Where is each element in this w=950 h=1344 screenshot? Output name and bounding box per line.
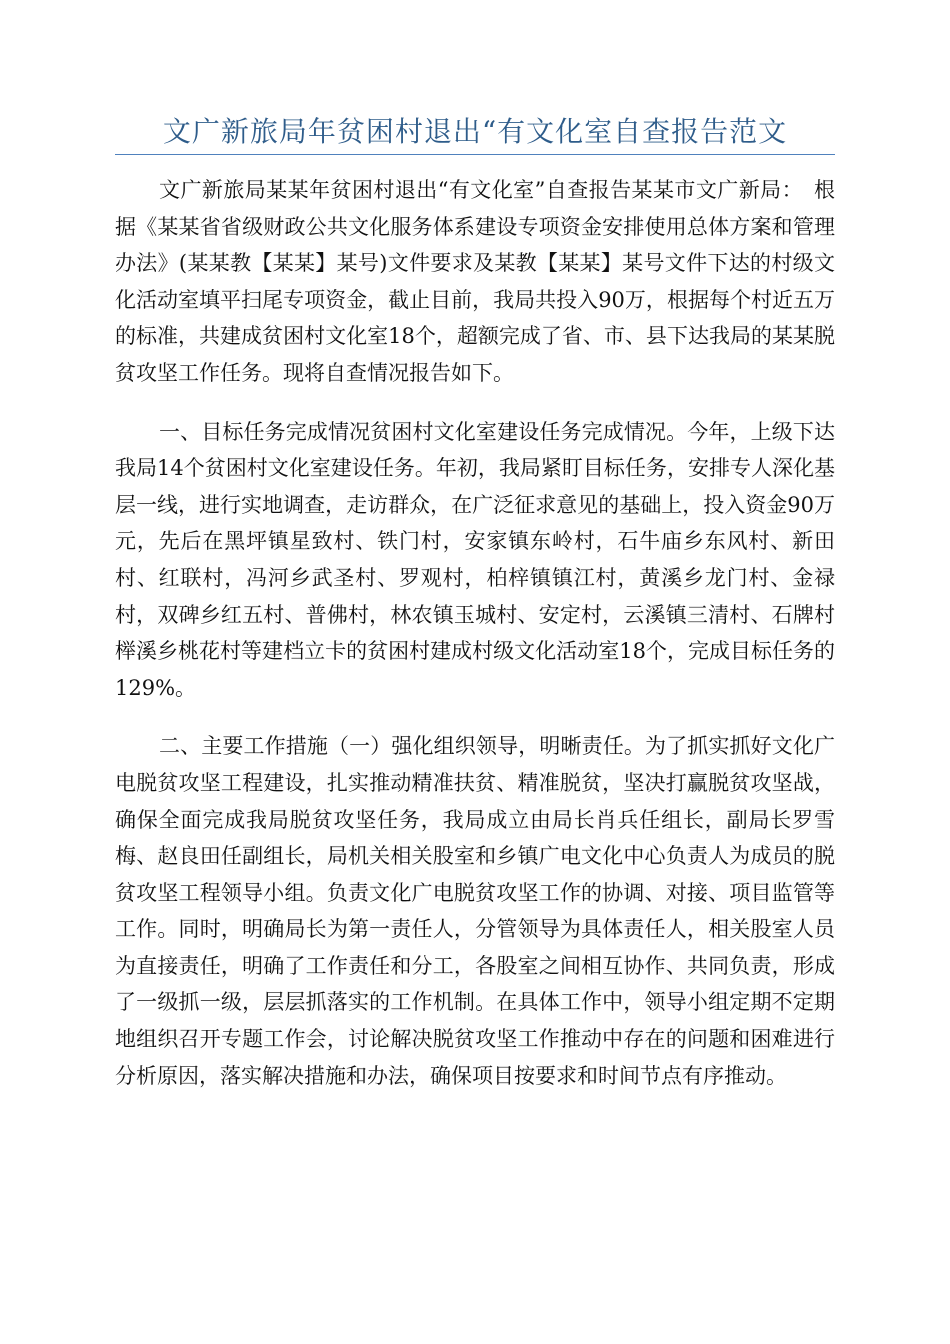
document-body [115, 172, 835, 1116]
title-underline [115, 154, 835, 155]
paragraph-section-2: 二、主要工作措施（一）强化组织领导，明晰责任。为了抓实抓好文化广电脱贫攻坚工程建设，扎实推动精准扶贫、精准脱贫，坚决打赢脱贫攻坚战，确保全面完成我局脱贫攻坚任务，我局成立由局长肖兵任组长，副局长罗雪梅、赵良田任副组长，局机关相关股室和乡镇广电文化中心负责人为成员的脱贫攻坚工程领导小组。负责文化广电脱贫攻坚工作的协调、对接、项目监管等工作。同时，明确局长为第一责任人，分管领导为具体责任人，相关股室人员为直接责任，明确了工作责任和分工，各股室之间相互协作、共同负责，形成了一级抓一级，层层抓落实的工作机制。在具体工作中，领导小组定期不定期地组织召开专题工作会，讨论解决脱贫攻坚工作推动中存在的问题和困难进行分析原因，落实解决措施和办法，确保项目按要求和时间节点有序推动。 [115, 734, 835, 1088]
paragraph-intro: 文广新旅局某某年贫困村退出“有文化室”自查报告某某市文广新局： 根据《某某省省级财政公共文化服务体系建设专项资金安排使用总体方案和管理办法》(某某教【某某】某号)文件要求及某教【某某】某号文件下达的村级文化活动室填平扫尾专项资金，截止目前，我局共投入90万，根据每个村近五万的标准，共建成贫困村文化室18个，超额完成了省、市、县下达我局的某某脱贫攻坚工作任务。现将自查情况报告如下。 [115, 178, 835, 385]
paragraph-section-1: 一、目标任务完成情况贫困村文化室建设任务完成情况。今年，上级下达我局14个贫困村文化室建设任务。年初，我局紧盯目标任务，安排专人深化基层一线，进行实地调查，走访群众，在广泛征求意见的基础上，投入资金90万元，先后在黑坪镇星致村、铁门村，安家镇东岭村，石牛庙乡东风村、新田村、红联村，冯河乡武圣村、罗观村，柏梓镇镇江村，黄溪乡龙门村、金禄村，双碑乡红五村、普佛村，林农镇玉城村、安定村，云溪镇三清村、石牌村榉溪乡桃花村等建档立卡的贫困村建成村级文化活动室18个，完成目标任务的129%。 [115, 419, 835, 700]
document-title: 文广新旅局年贫困村退出“有文化室自查报告范文 [162, 115, 788, 148]
